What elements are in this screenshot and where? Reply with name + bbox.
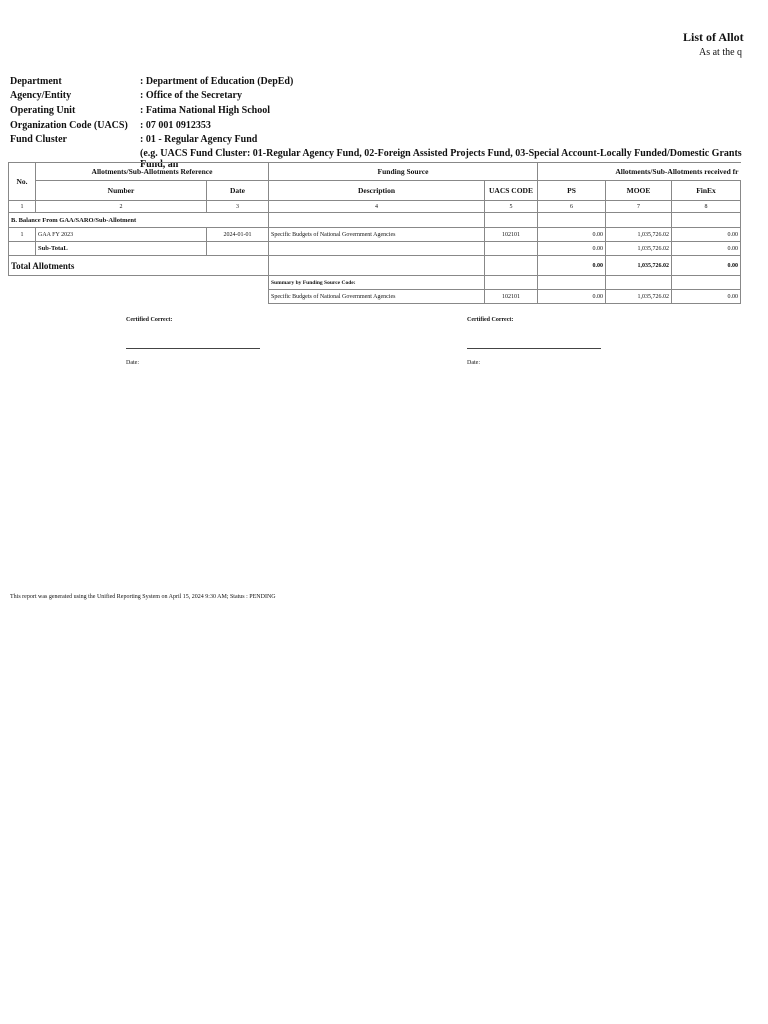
header-mooe: MOOE [606, 181, 672, 201]
header-description: Description [269, 181, 485, 201]
row-finex: 0.00 [672, 228, 741, 242]
table-row [9, 228, 741, 242]
summary-header-row [9, 276, 741, 290]
report-title: List of Allot [683, 30, 744, 44]
header-finex: FinEx [672, 181, 741, 201]
operating-unit-value: : Fatima National High School [140, 105, 271, 116]
org-code-label: Organization Code (UACS) [10, 120, 128, 131]
col-number: 6 [538, 201, 606, 213]
col-number: 5 [485, 201, 538, 213]
fund-cluster-label: Fund Cluster [10, 134, 67, 145]
summary-row [9, 290, 741, 304]
fund-cluster-note: (e.g. UACS Fund Cluster: 01-Regular Agency Fund, 02-Foreign Assisted Projects Fund, 03-Special Account-Locally Funded/Domestic Grants Fund, an [140, 148, 742, 170]
operating-unit-label: Operating Unit [10, 105, 76, 116]
subtotal-ps: 0.00 [538, 242, 606, 256]
table-header-row-1 [9, 163, 741, 181]
total-row [9, 256, 741, 276]
subtotal-mooe: 1,035,726.02 [606, 242, 672, 256]
col-number: 2 [36, 201, 207, 213]
signature-line-right [467, 348, 601, 349]
date-left: Date: [126, 360, 139, 366]
header-no: No. [9, 163, 36, 201]
summary-ps: 0.00 [538, 290, 606, 304]
col-number: 3 [207, 201, 269, 213]
summary-finex: 0.00 [672, 290, 741, 304]
report-subtitle: As at the q [699, 47, 743, 58]
header-received: Allotments/Sub-Allotments received fr [538, 163, 741, 181]
summary-uacs: 102101 [485, 290, 538, 304]
header-allotment-reference: Allotments/Sub-Allotments Reference [36, 163, 269, 181]
col-number: 4 [269, 201, 485, 213]
allotments-table [8, 162, 741, 304]
total-label: Total Allotments [9, 256, 269, 276]
department-label: Department [10, 76, 62, 87]
fund-cluster-value: : 01 - Regular Agency Fund [140, 134, 258, 145]
total-finex: 0.00 [672, 256, 741, 276]
col-number: 1 [9, 201, 36, 213]
summary-label: Summary by Funding Source Code: [269, 276, 485, 290]
total-mooe: 1,035,726.02 [606, 256, 672, 276]
row-ps: 0.00 [538, 228, 606, 242]
agency-value: : Office of the Secretary [140, 90, 242, 101]
row-number: GAA FY 2023 [36, 228, 207, 242]
org-code-value: : 07 001 0912353 [140, 120, 211, 131]
signature-line-left [126, 348, 260, 349]
subtotal-finex: 0.00 [672, 242, 741, 256]
table-header-row-2 [9, 181, 741, 201]
summary-description: Specific Budgets of National Government Agencies [269, 290, 485, 304]
report-footer-note: This report was generated using the Unified Reporting System on April 15, 2024 9:30 AM; Status : PENDING [10, 594, 276, 600]
col-number: 7 [606, 201, 672, 213]
agency-label: Agency/Entity [10, 90, 72, 101]
header-number: Number [36, 181, 207, 201]
col-number: 8 [672, 201, 741, 213]
section-b-label: B. Balance From GAA/SARO/Sub-Allotment [9, 213, 269, 228]
column-number-row [9, 201, 741, 213]
header-funding-source: Funding Source [269, 163, 538, 181]
row-mooe: 1,035,726.02 [606, 228, 672, 242]
row-uacs: 102101 [485, 228, 538, 242]
header-date: Date [207, 181, 269, 201]
header-ps: PS [538, 181, 606, 201]
section-b-row [9, 213, 741, 228]
summary-mooe: 1,035,726.02 [606, 290, 672, 304]
certified-correct-right: Certified Correct: [467, 317, 514, 323]
certified-correct-left: Certified Correct: [126, 317, 173, 323]
subtotal-row [9, 242, 741, 256]
row-date: 2024-01-01 [207, 228, 269, 242]
date-right: Date: [467, 360, 480, 366]
header-uacs-code: UACS CODE [485, 181, 538, 201]
total-ps: 0.00 [538, 256, 606, 276]
row-description: Specific Budgets of National Government Agencies [269, 228, 485, 242]
row-no: 1 [9, 228, 36, 242]
department-value: : Department of Education (DepEd) [140, 76, 294, 87]
subtotal-label: Sub-TotaL [36, 242, 207, 256]
